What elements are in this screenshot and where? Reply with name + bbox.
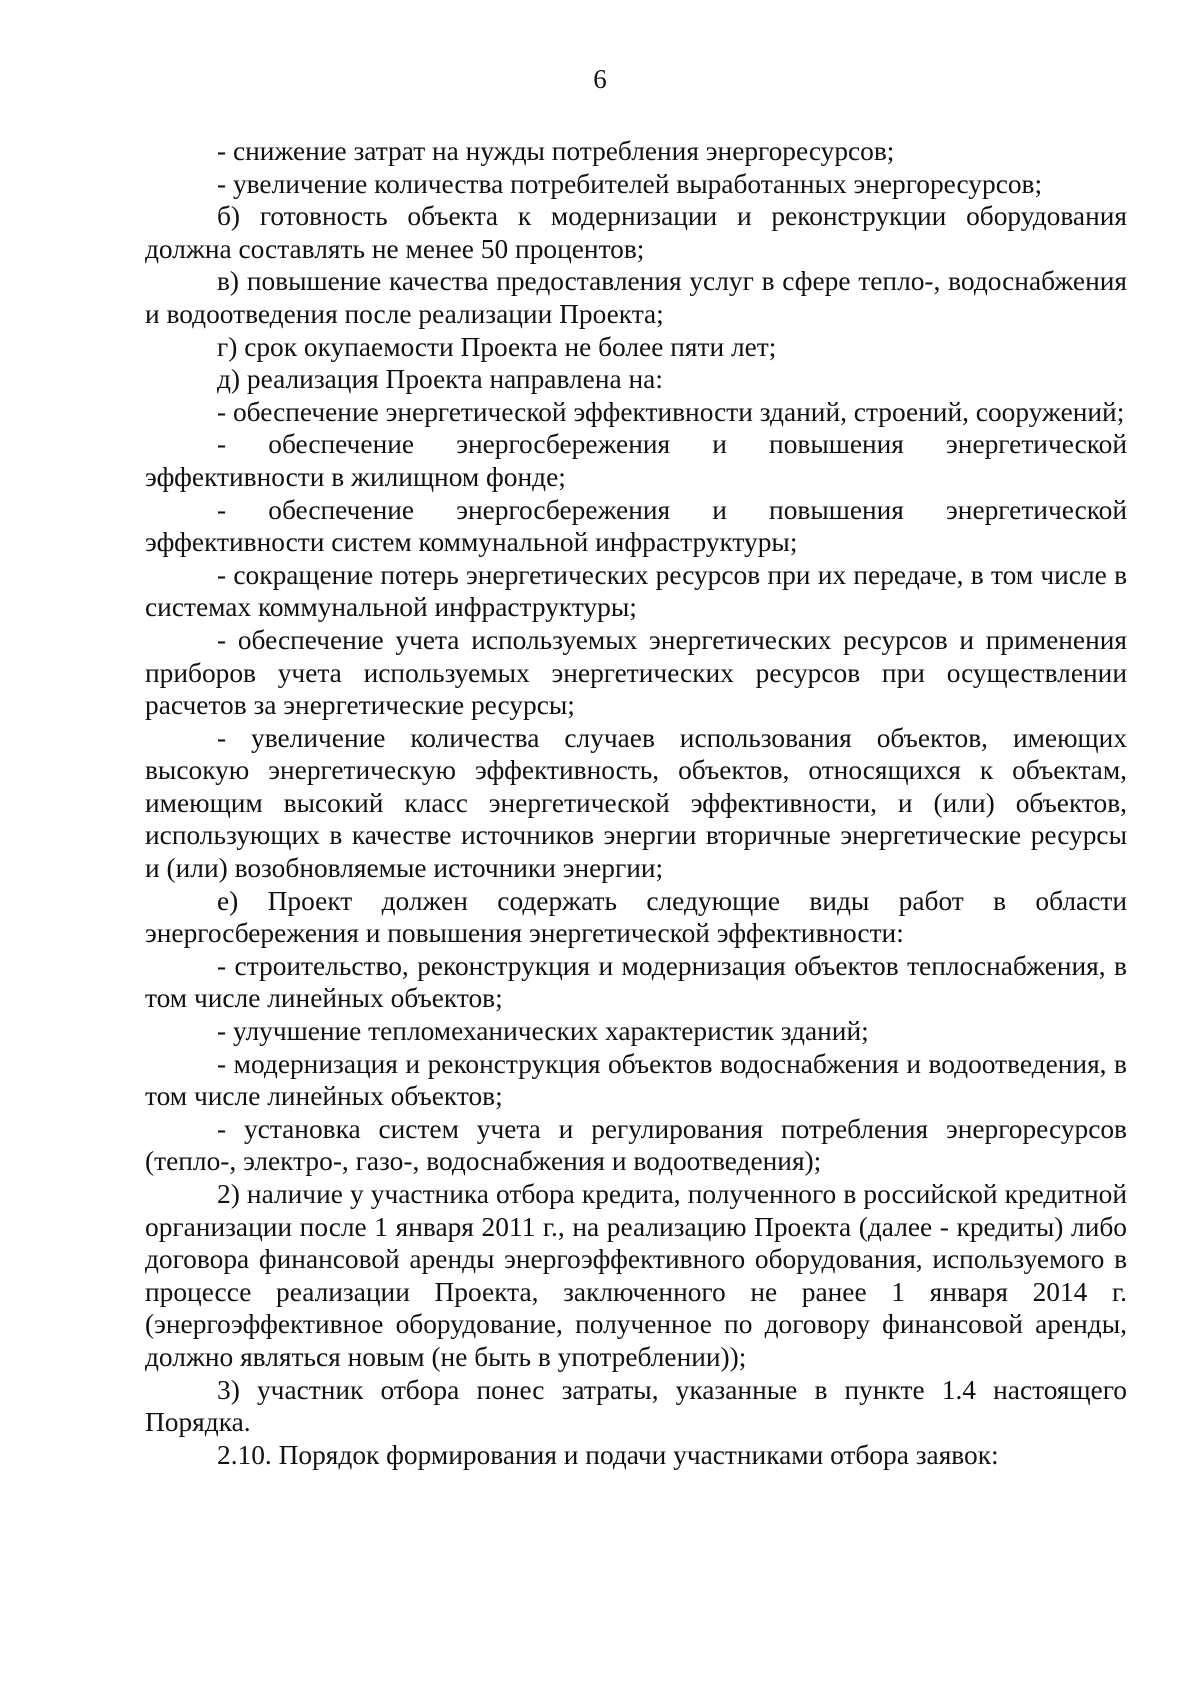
paragraph: 3) участник отбора понес затраты, указанные в пункте 1.4 настоящего Порядка. bbox=[145, 1374, 1127, 1438]
paragraph: - установка систем учета и регулирования потребления энергоресурсов (тепло-, электро-, газо-, водоснабжения и водоотведения); bbox=[145, 1113, 1127, 1177]
paragraph: г) срок окупаемости Проекта не более пяти лет; bbox=[217, 331, 777, 362]
page-number: 6 bbox=[593, 64, 607, 94]
paragraph: - строительство, реконструкция и модернизация объектов теплоснабжения, в том числе линейных объектов; bbox=[145, 950, 1127, 1014]
paragraph: - обеспечение энергосбережения и повышения энергетической эффективности в жилищном фонде; bbox=[145, 429, 1127, 492]
paragraph: - снижение затрат на нужды потребления энергоресурсов; bbox=[217, 136, 895, 166]
paragraph: б) готовность объекта к модернизации и реконструкции оборудования должна составлять не менее 50 процентов; bbox=[145, 201, 1127, 264]
paragraph: - увеличение количества случаев использования объектов, имеющих высокую энергетическую эффективность, объектов, относящихся к объектам, имеющим высокий класс энергетической эффективности, и (или) объектов, использующих в качестве источников энергии вторичные энергетические ресурсы и (или) возобновляемые источники энергии; bbox=[145, 722, 1127, 884]
paragraph: - обеспечение учета используемых энергетических ресурсов и применения приборов учета используемых энергетических ресурсов при осуществлении расчетов за энергетические ресурсы; bbox=[145, 624, 1127, 721]
paragraph: - модернизация и реконструкция объектов водоснабжения и водоотведения, в том числе линейных объектов; bbox=[145, 1048, 1127, 1112]
paragraph: в) повышение качества предоставления услуг в сфере тепло-, водоснабжения и водоотведения после реализации Проекта; bbox=[145, 266, 1127, 329]
document-body bbox=[145, 135, 1127, 1471]
paragraph: - увеличение количества потребителей выработанных энергоресурсов; bbox=[217, 168, 1043, 199]
paragraph: 2.10. Порядок формирования и подачи участниками отбора заявок: bbox=[217, 1439, 999, 1470]
paragraph: - улучшение тепломеханических характеристик зданий; bbox=[217, 1016, 869, 1047]
paragraph: е) Проект должен содержать следующие виды работ в области энергосбережения и повышения энергетической эффективности: bbox=[145, 885, 1127, 949]
paragraph: д) реализация Проекта направлена на: bbox=[217, 364, 663, 395]
paragraph: - обеспечение энергетической эффективности зданий, строений, сооружений; bbox=[217, 396, 1125, 427]
paragraph: 2) наличие у участника отбора кредита, полученного в российской кредитной организации после 1 января 2011 г., на реализацию Проекта (далее - кредиты) либо договора финансовой аренды энергоэффективного оборудования, используемого в процессе реализации Проекта, заключенного не ранее 1 января 2014 г. (энергоэффективное оборудование, полученное по договору финансовой аренды, должно являться новым (не быть в употреблении)); bbox=[145, 1179, 1127, 1372]
paragraph: - обеспечение энергосбережения и повышения энергетической эффективности систем коммунальной инфраструктуры; bbox=[145, 494, 1127, 558]
paragraph: - сокращение потерь энергетических ресурсов при их передаче, в том числе в системах коммунальной инфраструктуры; bbox=[145, 559, 1127, 623]
